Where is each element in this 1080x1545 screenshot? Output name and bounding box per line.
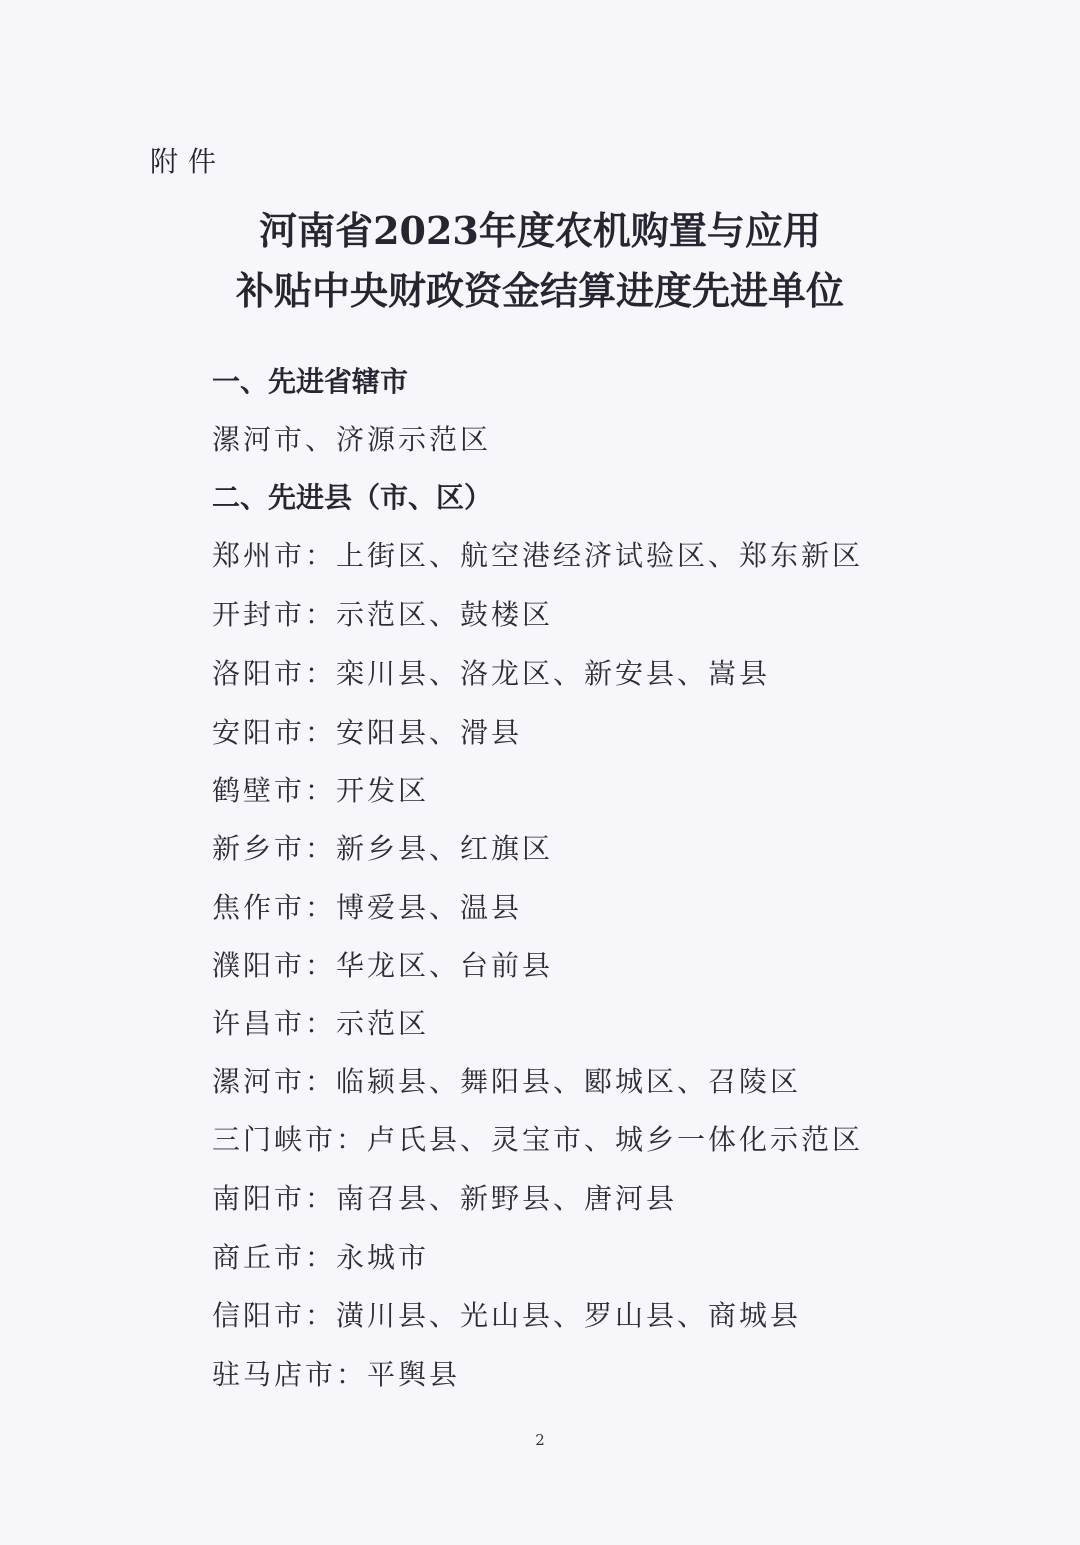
page-number: 2	[535, 1431, 545, 1449]
list-item: 鹤壁市：开发区	[212, 774, 430, 807]
list-item: 郑州市：上街区、航空港经济试验区、郑东新区	[212, 539, 864, 572]
list-item: 商丘市：永城市	[212, 1241, 430, 1274]
list-item: 洛阳市：栾川县、洛龙区、新安县、嵩县	[212, 657, 771, 690]
attachment-label: 附件	[150, 145, 227, 178]
list-item: 信阳市：潢川县、光山县、罗山县、商城县	[212, 1299, 802, 1332]
list-item: 开封市：示范区、鼓楼区	[212, 598, 554, 631]
list-item: 许昌市：示范区	[212, 1007, 430, 1040]
list-item: 漯河市、济源示范区	[212, 423, 492, 456]
document-title-line-2: 补贴中央财政资金结算进度先进单位	[235, 268, 844, 313]
document-title-line-1: 河南省2023年度农机购置与应用	[259, 208, 821, 253]
list-item: 南阳市：南召县、新野县、唐河县	[212, 1182, 678, 1215]
list-item: 焦作市：博爱县、温县	[212, 891, 523, 924]
list-item: 安阳市：安阳县、滑县	[212, 716, 523, 749]
list-item: 驻马店市：平舆县	[212, 1358, 461, 1391]
section-heading-advanced-counties: 二、先进县（市、区）	[212, 481, 493, 514]
list-item: 新乡市：新乡县、红旗区	[212, 832, 554, 865]
list-item: 三门峡市：卢氏县、灵宝市、城乡一体化示范区	[212, 1123, 864, 1156]
section-heading-advanced-cities: 一、先进省辖市	[212, 365, 409, 398]
list-item: 漯河市：临颍县、舞阳县、郾城区、召陵区	[212, 1065, 802, 1098]
list-item: 濮阳市：华龙区、台前县	[212, 949, 554, 982]
